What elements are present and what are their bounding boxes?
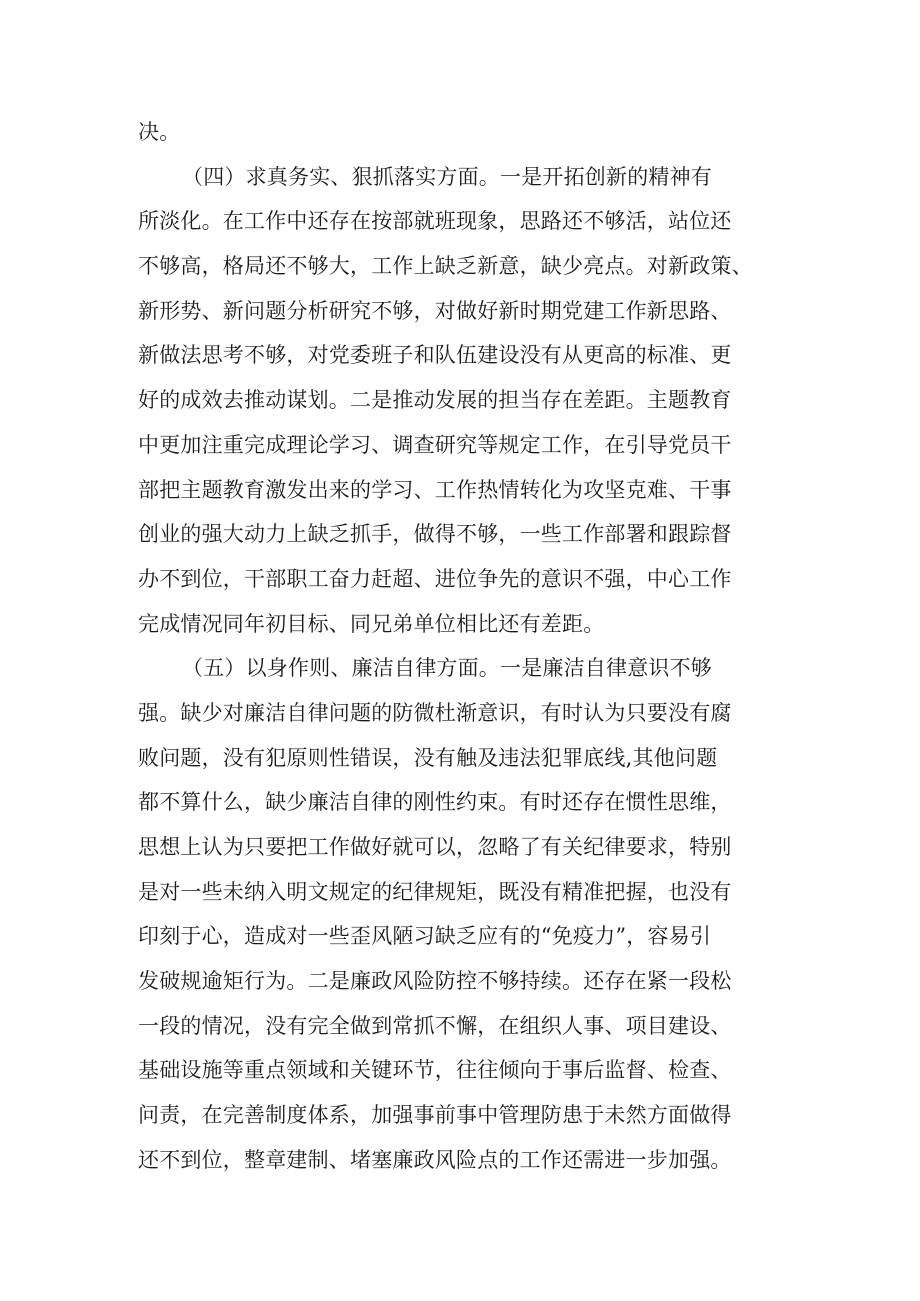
text-line: 部把主题教育激发出来的学习、工作热情转化为攻坚克难、干事 bbox=[138, 477, 732, 502]
text-line: 强。缺少对廉洁自律问题的防微杜渐意识，有时认为只要没有腐 bbox=[138, 700, 732, 725]
text-line: （五）以身作则、廉洁自律方面。一是廉洁自律意识不够 bbox=[182, 656, 712, 681]
text-line: 好的成效去推动谋划。二是推动发展的担当存在差距。主题教育 bbox=[138, 388, 732, 413]
text-line: 发破规逾矩行为。二是廉政风险防控不够持续。还存在紧一段松 bbox=[138, 969, 732, 994]
text-line: 一段的情况，没有完全做到常抓不懈，在组织人事、项目建设、 bbox=[138, 1013, 732, 1038]
text-line: 办不到位，干部职工奋力赶超、进位争先的意识不强，中心工作 bbox=[138, 566, 732, 591]
paragraph-four-first-line bbox=[138, 155, 798, 200]
text-line: 败问题，没有犯原则性错误，没有触及违法犯罪底线,其他问题 bbox=[138, 745, 718, 770]
text-line: 问责，在完善制度体系，加强事前事中管理防患于未然方面做得 bbox=[138, 1103, 732, 1128]
text-line: 思想上认为只要把工作做好就可以，忽略了有关纪律要求，特别 bbox=[138, 835, 732, 859]
text-line: 都不算什么，缺少廉洁自律的刚性约束。有时还存在惯性思维， bbox=[138, 790, 732, 815]
text-line: 印刻于心，造成对一些歪风陋习缺乏应有的“免疫力”，容易引 bbox=[138, 924, 712, 949]
text-line: 完成情况同年初目标、同兄弟单位相比还有差距。 bbox=[138, 611, 605, 636]
text-line: 还不到位，整章建制、堵塞廉政风险点的工作还需进一步加强。 bbox=[138, 1147, 732, 1172]
text-line: 创业的强大动力上缺乏抓手，做得不够，一些工作部署和跟踪督 bbox=[138, 522, 732, 547]
paragraph-five-first-line bbox=[138, 646, 798, 691]
text-line: 决。 bbox=[138, 120, 181, 144]
text-line: 基础设施等重点领域和关键环节，往往倾向于事后监督、检查、 bbox=[138, 1058, 732, 1083]
text-line: （四）求真务实、狠抓落实方面。一是开拓创新的精神有 bbox=[182, 164, 712, 189]
text-line: 所淡化。在工作中还存在按部就班现象，思路还不够活，站位还 bbox=[138, 209, 732, 234]
text-line: 中更加注重完成理论学习、调查研究等规定工作，在引导党员干 bbox=[138, 432, 732, 457]
text-line: 新做法思考不够，对党委班子和队伍建设没有从更高的标准、更 bbox=[138, 343, 732, 368]
text-line: 是对一些未纳入明文规定的纪律规矩，既没有精准把握，也没有 bbox=[138, 879, 732, 904]
text-line: 不够高，格局还不够大，工作上缺乏新意，缺少亮点。对新政策、 bbox=[138, 254, 753, 279]
document-body bbox=[138, 110, 798, 1183]
text-line: 新形势、新问题分析研究不够，对做好新时期党建工作新思路、 bbox=[138, 298, 732, 323]
